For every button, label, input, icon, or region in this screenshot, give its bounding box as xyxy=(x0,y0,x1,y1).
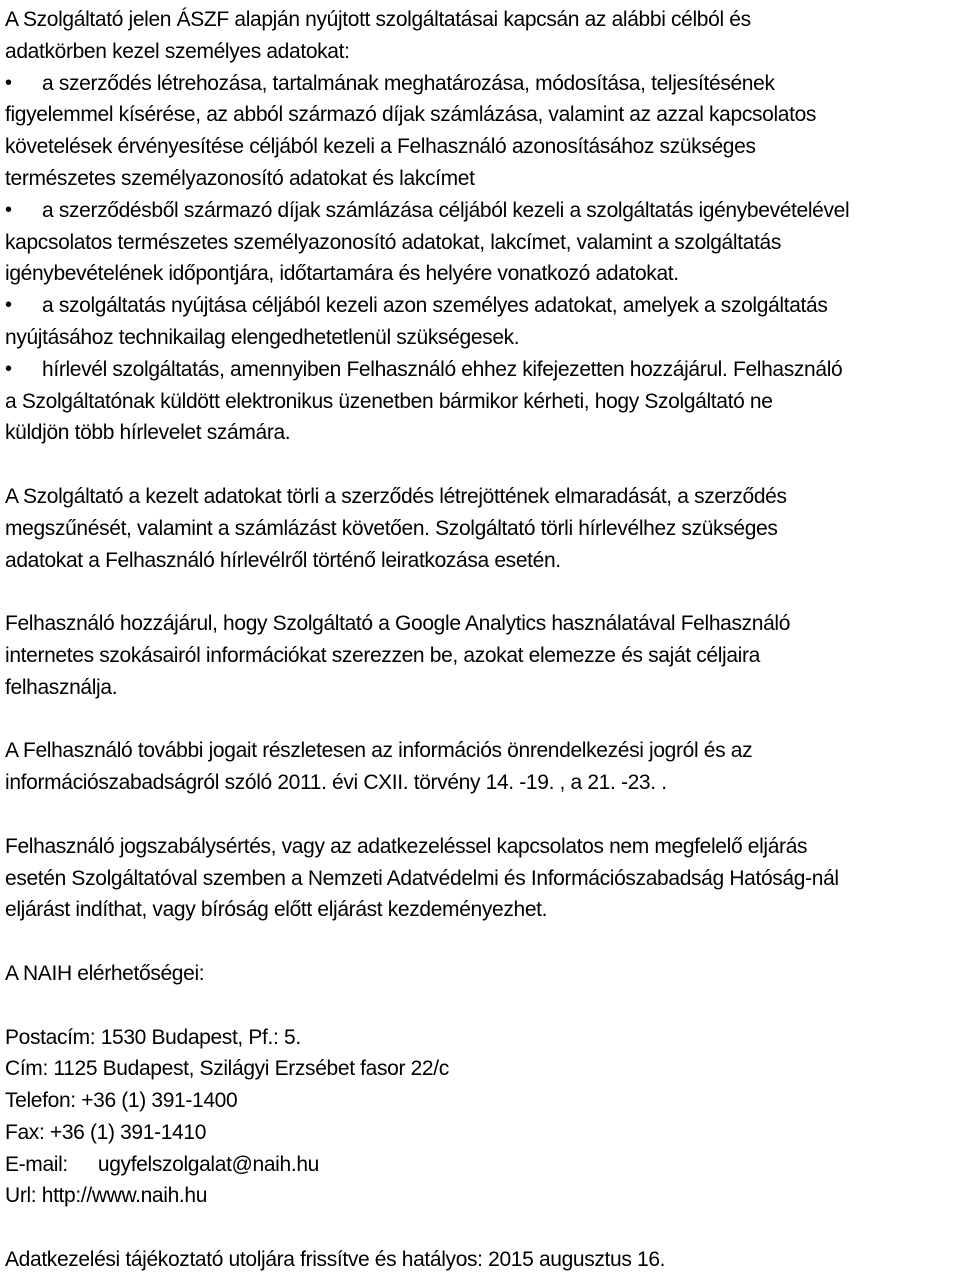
bullet-icon: • xyxy=(5,357,12,380)
text-line: A Felhasználó további jogait részletesen az információs önrendelkezési jogról és az xyxy=(5,739,753,763)
naih-contacts xyxy=(5,1022,960,1213)
text-line: a Szolgáltatónak küldött elektronikus üzenetben bármikor kérheti, hogy Szolgáltató ne xyxy=(5,389,773,413)
rights-paragraph xyxy=(5,735,960,799)
email-label: E-mail: xyxy=(5,1152,68,1176)
text-line: internetes szokásairól információkat szerezzen be, azokat elemezze és saját céljaira xyxy=(5,643,760,667)
text-line: kapcsolatos természetes személyazonosító adatokat, lakcímet, valamint a szolgáltatás xyxy=(5,230,781,254)
text-line: hírlevél szolgáltatás, amennyiben Felhasználó ehhez kifejezetten hozzájárul. Felhasználó xyxy=(42,357,843,381)
phone-number: Telefon: +36 (1) 391-1400 xyxy=(5,1089,238,1113)
text-line: esetén Szolgáltatóval szemben a Nemzeti Adatvédelmi és Információszabadság Hatóság-nál xyxy=(5,866,839,890)
text-line: adatkörben kezel személyes adatokat: xyxy=(5,39,350,63)
spacer xyxy=(5,704,960,736)
text-line: eljárást indíthat, vagy bíróság előtt eljárást kezdeményezhet. xyxy=(5,898,548,922)
last-updated-note: Adatkezelési tájékoztató utoljára frissítve és hatályos: 2015 augusztus 16. xyxy=(5,1248,666,1272)
remedy-paragraph xyxy=(5,831,960,926)
list-item xyxy=(5,68,960,195)
list-item xyxy=(5,354,960,449)
text-line: a szolgáltatás nyújtása céljából kezeli azon személyes adatokat, amelyek a szolgáltatás xyxy=(42,294,828,318)
text-line: nyújtásához technikailag elengedhetetlenül szükségesek. xyxy=(5,325,520,349)
text-line: Felhasználó jogszabálysértés, vagy az adatkezeléssel kapcsolatos nem megfelelő eljárás xyxy=(5,834,808,858)
text-line: igénybevételének időpontjára, időtartamára és helyére vonatkozó adatokat. xyxy=(5,262,679,286)
text-line: küldjön több hírlevelet számára. xyxy=(5,421,291,445)
text-line: megszűnését, valamint a számlázást követően. Szolgáltató törli hírlevélhez szükséges xyxy=(5,516,778,540)
analytics-paragraph xyxy=(5,608,960,703)
spacer xyxy=(5,576,960,608)
text-line: Felhasználó hozzájárul, hogy Szolgáltató a Google Analytics használatával Felhasználó xyxy=(5,612,791,636)
text-line: A Szolgáltató jelen ÁSZF alapján nyújtott szolgáltatásai kapcsán az alábbi célból és xyxy=(5,8,751,31)
text-line: természetes személyazonosító adatokat és lakcímet xyxy=(5,166,475,190)
street-address: Cím: 1125 Budapest, Szilágyi Erzsébet fasor 22/c xyxy=(5,1057,449,1081)
text-line: felhasználja. xyxy=(5,675,118,699)
naih-heading: A NAIH elérhetőségei: xyxy=(5,961,205,985)
url-link[interactable]: Url: http://www.naih.hu xyxy=(5,1184,208,1208)
text-line: a szerződésből származó díjak számlázása céljából kezeli a szolgáltatás igénybevételével xyxy=(42,198,850,222)
list-item xyxy=(5,290,960,354)
spacer xyxy=(5,990,960,1022)
bullet-icon: • xyxy=(5,198,12,221)
deletion-paragraph xyxy=(5,481,960,576)
postal-address: Postacím: 1530 Budapest, Pf.: 5. xyxy=(5,1025,301,1049)
bullet-icon: • xyxy=(5,294,12,317)
list-item xyxy=(5,195,960,290)
text-line: információszabadságról szóló 2011. évi CXII. törvény 14. -19. , a 21. -23. . xyxy=(5,771,667,795)
spacer xyxy=(5,449,960,481)
purpose-list xyxy=(5,68,960,450)
text-line: követelések érvényesítése céljából kezeli a Felhasználó azonosításához szükséges xyxy=(5,135,756,159)
text-line: A Szolgáltató a kezelt adatokat törli a szerződés létrejöttének elmaradását, a szerződés xyxy=(5,484,787,508)
document-page xyxy=(5,4,960,1276)
text-line: a szerződés létrehozása, tartalmának meghatározása, módosítása, teljesítésének xyxy=(42,71,775,95)
text-line: adatokat a Felhasználó hírlevélről történő leiratkozása esetén. xyxy=(5,548,561,572)
text-line: figyelemmel kísérése, az abból származó díjak számlázása, valamint az azzal kapcsolatos xyxy=(5,103,817,127)
spacer xyxy=(5,926,960,958)
intro-paragraph xyxy=(5,4,960,68)
spacer xyxy=(5,1212,960,1244)
email-link[interactable]: ugyfelszolgalat@naih.hu xyxy=(97,1152,319,1176)
fax-number: Fax: +36 (1) 391-1410 xyxy=(5,1120,207,1144)
email-row xyxy=(5,1149,960,1181)
spacer xyxy=(5,799,960,831)
bullet-icon: • xyxy=(5,71,12,94)
